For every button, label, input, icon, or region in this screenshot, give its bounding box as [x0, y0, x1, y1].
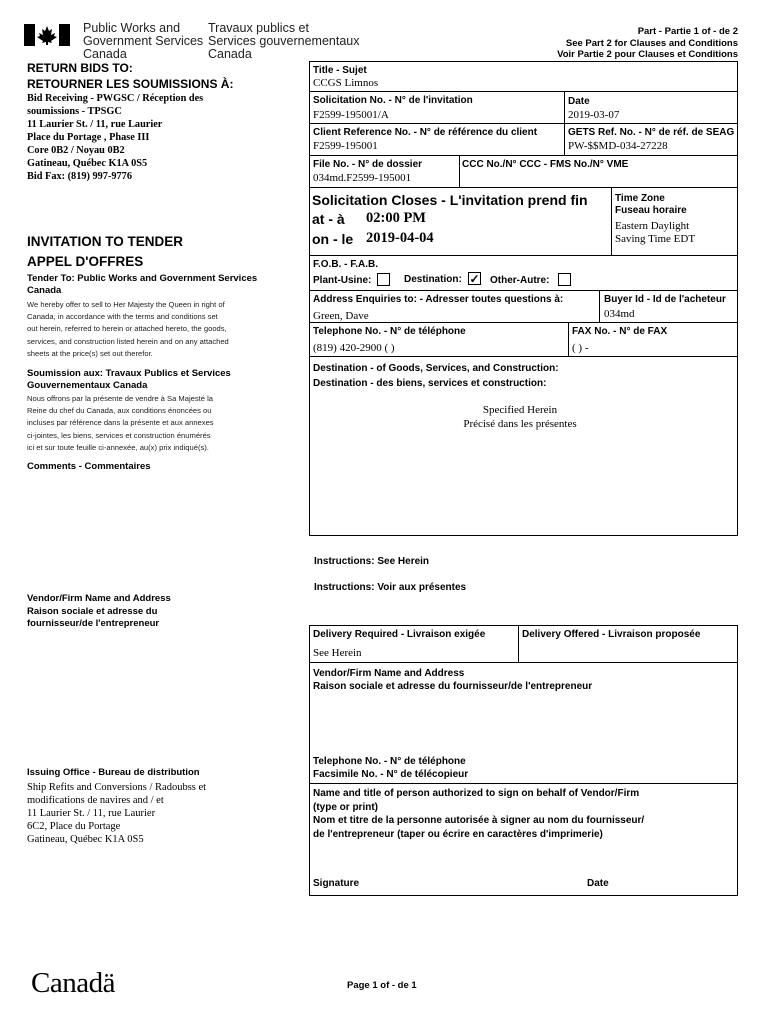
closing-date: 2019-04-04 [366, 230, 434, 246]
gets-ref-value: PW-$$MD-034-27228 [568, 140, 668, 152]
address-enquiries-value: Green, Dave [313, 310, 369, 322]
tender-to-fr: Soumission aux: Travaux Publics et Services Gouvernementaux Canada [27, 368, 231, 391]
destination-label: Destination: [404, 274, 462, 285]
canada-wordmark: Canadä [31, 967, 115, 999]
title-label: Title - Sujet [313, 65, 367, 76]
delivery-required-value: See Herein [313, 647, 362, 659]
solicitation-no-value: F2599-195001/A [313, 109, 389, 121]
authorized-person-label: Name and title of person authorized to sign on behalf of Vendor/Firm (type or print) Nom et titre de la personne autorisée à signer au nom du fournisseur/ de l'entrepreneur (taper ou écrire en caractères d'imprimerie) [313, 788, 645, 840]
plant-usine-label: Plant-Usine: [313, 275, 372, 286]
delivery-offered-label: Delivery Offered - Livraison proposée [522, 629, 701, 640]
file-no-value: 034md.F2599-195001 [313, 172, 412, 184]
on-label: on - le [312, 231, 354, 247]
invitation-title: INVITATION TO TENDER APPEL D'OFFRES [27, 234, 184, 269]
solicitation-no-label: Solicitation No. - N° de l'invitation [313, 95, 473, 106]
authorized-person-field[interactable] [311, 843, 736, 873]
department-name-en: Public Works and Government Services Canada [83, 21, 204, 61]
specified-herein: Specified Herein Précisé dans les présentes [463, 404, 577, 430]
tender-to-en: Tender To: Public Works and Government Services Canada [27, 273, 258, 296]
vendor-left-label: Vendor/Firm Name and Address Raison sociale et adresse du fournisseur/de l'entrepreneur [27, 593, 171, 629]
client-ref-value: F2599-195001 [313, 140, 378, 152]
at-label: at - à [312, 211, 345, 227]
department-name-fr: Travaux publics et Services gouvernementaux Canada [208, 21, 360, 61]
telephone-value: (819) 420-2900 ( ) [313, 342, 395, 354]
delivery-required-label: Delivery Required - Livraison exigée [313, 629, 486, 640]
return-bids-address: Bid Receiving - PWGSC / Réception des soumissions - TPSGC 11 Laurier St. / 11, rue Laurier Place du Portage , Phase III Core 0B2 / Noyau 0B2 Gatineau, Québec K1A 0S5 Bid Fax: (819) 997-9776 [27, 93, 204, 182]
date-value: 2019-03-07 [568, 109, 620, 121]
time-zone-label: Time Zone Fuseau horaire [615, 193, 687, 216]
destination-checkbox[interactable]: ✓ [469, 272, 480, 286]
vendor-tel-fax-label: Telephone No. - N° de téléphone Facsimile No. - N° de télécopieur [313, 756, 469, 780]
buyer-id-value: 034md [604, 308, 635, 320]
return-bids-title: RETURN BIDS TO: RETOURNER LES SOUMISSIONS À: [27, 61, 234, 91]
canada-flag-icon [24, 24, 70, 46]
offer-text-en: We hereby offer to sell to Her Majesty the Queen in right of Canada, in accordance with the terms and conditions set out herein, referred to herein or attached hereto, the goods, services, and construction listed herein and on any attached sheets at the price(s) set out therefor. [27, 300, 229, 358]
instructions-en: Instructions: See Herein [314, 556, 430, 567]
destination-goods-label: Destination - of Goods, Services, and Construction: Destination - des biens, services et construction: [313, 363, 559, 389]
issuing-office-address: Ship Refits and Conversions / Radoubss et modifications de navires and / et 11 Laurier St. / 11, rue Laurier 6C2, Place du Portage Gatineau, Québec K1A 0S5 [27, 782, 207, 845]
closing-time: 02:00 PM [366, 210, 426, 226]
page-number: Page 1 of - de 1 [347, 980, 417, 991]
vendor-name-address-label: Vendor/Firm Name and Address Raison sociale et adresse du fournisseur/de l'entrepreneur [313, 668, 593, 692]
delivery-offered-field[interactable] [520, 642, 736, 660]
comments-label: Comments - Commentaires [27, 461, 151, 472]
signature-label: Signature [313, 878, 360, 889]
telephone-label: Telephone No. - N° de téléphone [313, 326, 466, 337]
vendor-name-address-field[interactable] [311, 695, 736, 750]
ccc-no-label: CCC No./N° CCC - FMS No./N° VME [462, 159, 629, 170]
issuing-office-label: Issuing Office - Bureau de distribution [27, 767, 200, 778]
fax-label: FAX No. - N° de FAX [572, 326, 668, 337]
other-autre-label: Other-Autre: [490, 275, 550, 286]
plant-usine-checkbox[interactable] [377, 273, 390, 286]
client-ref-label: Client Reference No. - N° de référence du client [313, 127, 538, 138]
buyer-id-label: Buyer Id - Id de l'acheteur [604, 294, 726, 305]
other-autre-checkbox[interactable] [558, 273, 571, 286]
time-zone-value: Eastern Daylight Saving Time EDT [615, 220, 696, 245]
fob-label: F.O.B. - F.A.B. [313, 259, 378, 270]
part-indicator: Part - Partie 1 of - de 2 See Part 2 for Clauses and Conditions Voir Partie 2 pour Clauses et Conditions [557, 26, 738, 60]
instructions-fr: Instructions: Voir aux présentes [314, 582, 467, 593]
address-enquiries-label: Address Enquiries to: - Adresser toutes questions à: [313, 294, 564, 305]
title-value: CCGS Limnos [313, 77, 379, 89]
solicitation-closes-label: Solicitation Closes - L'invitation prend fin [312, 192, 588, 208]
fax-value: ( ) - [572, 342, 589, 354]
signature-date-label: Date [587, 878, 609, 889]
date-label: Date [568, 96, 590, 107]
file-no-label: File No. - N° de dossier [313, 159, 423, 170]
offer-text-fr: Nous offrons par la présente de vendre à Sa Majesté la Reine du chef du Canada, aux conditions énoncées ou incluses par référence dans la présente et aux annexes ci-jointes, les biens, services et construction énumérés ici et sur toute feuille ci-annexée, au(x) prix indiqué(s). [27, 394, 214, 452]
gets-ref-label: GETS Ref. No. - N° de réf. de SEAG [568, 127, 735, 138]
